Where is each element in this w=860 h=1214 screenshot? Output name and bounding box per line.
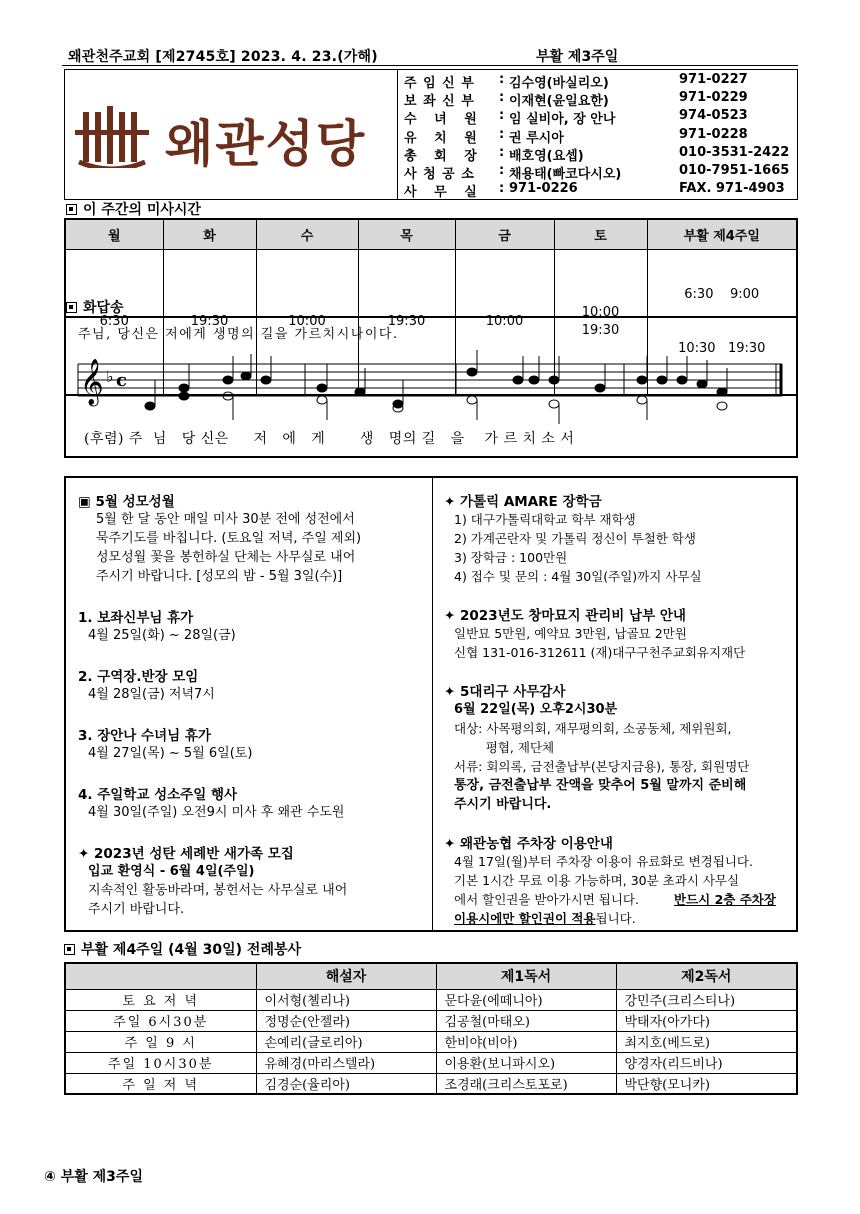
contact-colon: : xyxy=(499,181,505,197)
notice-subtitle: 6월 22일(목) 오후2시30분 xyxy=(454,702,618,717)
contact-phone: 010-3531-2422 xyxy=(679,144,790,160)
notice-item xyxy=(78,842,424,919)
mass-time: 10:00 xyxy=(455,249,554,395)
contact-name: 971-0226 xyxy=(509,181,578,197)
server-name: 손예리(글로리아) xyxy=(256,1031,436,1052)
contact-colon: : xyxy=(499,90,505,106)
mass-time: 19:30 xyxy=(163,249,256,395)
notice-line: 4) 접수 및 문의 : 4월 30일(주일)까지 사무실 xyxy=(454,569,702,584)
mass-slot: 주일 6시30분 xyxy=(65,1010,256,1031)
server-name: 조경래(크리스토포로) xyxy=(436,1073,616,1094)
mass-time: 6:30 xyxy=(65,249,163,395)
table-row xyxy=(65,1052,797,1073)
notice-line: 에서 할인권을 받아가시면 됩니다. xyxy=(454,892,639,907)
contact-name: 임 실비아, 장 안나 xyxy=(509,112,616,128)
contact-phone: 971-0228 xyxy=(679,126,748,142)
server-name: 한비야(비아) xyxy=(436,1031,616,1052)
server-name: 이서형(쳴리나) xyxy=(256,989,436,1010)
notice-line: 대상: 사목평의회, 재무평의회, 소공동체, 제위원회, xyxy=(454,721,732,736)
contact-name: 권 루시아 xyxy=(509,130,564,146)
notice-line: 4월 25일(화) ~ 28일(금) xyxy=(88,628,236,643)
contact-name: 김수영(바실리오) xyxy=(509,76,609,91)
psalm-lyrics: (후렴) 주 님 당 신은 저 에 게 생 명의 길 을 가 르 치 소 서 xyxy=(84,431,575,447)
bulletin-issue: 왜관천주교회 [제2745호] 2023. 4. 23.(가해) xyxy=(68,49,378,65)
notice-item xyxy=(78,490,424,586)
psalm-refrain-text: 주님, 당신은 저에게 생명의 길을 가르치시나이다. xyxy=(78,327,399,342)
notice-title: ✦ 가톨릭 AMARE 장학금 xyxy=(444,494,602,510)
contact-phone: 010-7951-1665 xyxy=(679,163,790,178)
contact-colon: : xyxy=(499,108,505,124)
notice-tail: 됩니다. xyxy=(595,911,636,926)
common-time-icon: c xyxy=(116,370,127,391)
table-row xyxy=(65,1073,797,1094)
contact-phone: 971-0229 xyxy=(679,90,748,106)
notice-item xyxy=(444,832,796,928)
notice-line: 4월 27일(목) ~ 5월 6일(토) xyxy=(88,746,253,761)
contact-colon: : xyxy=(499,163,505,178)
notice-line: 일반묘 5만원, 예약묘 3만원, 납골묘 2만원 xyxy=(454,626,687,641)
contact-role: 유 치 원 xyxy=(404,130,478,146)
server-name: 김경순(율리아) xyxy=(256,1073,436,1094)
square-bullet-icon xyxy=(66,302,77,313)
contact-row xyxy=(404,163,799,181)
notice-item xyxy=(444,604,796,662)
notice-title: ✦ 2023년도 창마묘지 관리비 납부 안내 xyxy=(444,608,686,624)
notice-line: 성모성월 꽃을 봉헌하실 단체는 사무실로 내어 xyxy=(96,550,356,565)
contact-row xyxy=(404,145,799,163)
mass-slot: 주 일 9 시 xyxy=(65,1031,256,1052)
contact-role: 총 회 장 xyxy=(404,148,478,164)
flat-sign-icon: ♭ xyxy=(106,367,114,386)
server-name: 문다윤(에떼니아) xyxy=(436,989,616,1010)
notice-line: 1) 대구가톨릭대학교 학부 재학생 xyxy=(454,512,636,527)
contact-row xyxy=(404,181,799,199)
server-name: 강민주(크리스티나) xyxy=(616,989,797,1010)
notice-emphasis: 반드시 2층 주차장 xyxy=(674,892,776,907)
notice-item xyxy=(444,490,796,586)
notice-title: 3. 장안나 수녀님 휴가 xyxy=(78,728,211,744)
server-name: 박태자(아가다) xyxy=(616,1010,797,1031)
column-divider xyxy=(432,478,433,930)
mass-time: 19:30 xyxy=(358,249,455,395)
page-footer: ④ 부활 제3주일 xyxy=(44,1169,143,1185)
church-logo-icon xyxy=(75,106,155,168)
notice-item xyxy=(444,680,796,814)
notice-line: 평협, 제단체 xyxy=(454,740,555,755)
serving-header: 제2독서 xyxy=(616,963,797,989)
notice-title: ✦ 5대리구 사무감사 xyxy=(444,684,566,700)
notice-title: 4. 주일학교 성소주일 행사 xyxy=(78,787,238,803)
server-name: 최지호(베드로) xyxy=(616,1031,797,1052)
notice-line: 기본 1시간 무료 이용 가능하며, 30분 초과시 사무실 xyxy=(454,873,740,888)
serving-section-title: 부활 제4주일 (4월 30일) 전례봉사 xyxy=(64,939,301,959)
contact-phone: 974-0523 xyxy=(679,108,748,124)
notice-title: 1. 보좌신부님 휴가 xyxy=(78,610,194,626)
notice-line: 4월 28일(금) 저녁7시 xyxy=(88,687,215,702)
contact-row xyxy=(404,72,799,90)
mass-slot: 주일 10시30분 xyxy=(65,1052,256,1073)
notice-item xyxy=(78,724,424,763)
serving-header: 제1독서 xyxy=(436,963,616,989)
square-bullet-icon xyxy=(66,204,77,215)
notice-emphasis-line: 통장, 금전출납부 잔액을 맞추어 5월 말까지 준비해 xyxy=(454,778,747,793)
mass-header: 토 xyxy=(554,219,647,249)
table-row xyxy=(65,1010,797,1031)
mass-slot: 토 요 저 녁 xyxy=(65,989,256,1010)
notice-line: 5월 한 달 동안 매일 미사 30분 전에 성전에서 xyxy=(96,512,355,527)
table-row xyxy=(65,989,797,1010)
contact-role: 주 임 신 부 xyxy=(404,76,475,91)
contact-name: 이재현(윤일요한) xyxy=(509,94,609,110)
notice-item xyxy=(78,783,424,822)
psalm-section-title: 화답송 xyxy=(66,297,124,317)
contact-phone: FAX. 971-4903 xyxy=(679,181,785,197)
server-name: 김공철(마태오) xyxy=(436,1010,616,1031)
notice-title: ▣ 5월 성모성월 xyxy=(78,494,175,510)
logo-box xyxy=(64,69,398,200)
notice-line: 지속적인 활동바라며, 봉헌서는 사무실로 내어 xyxy=(88,883,348,898)
notice-item xyxy=(78,606,424,645)
server-name: 이용환(보니파시오) xyxy=(436,1052,616,1073)
notice-line: 주시기 바랍니다. [성모의 밤 - 5월 3일(수)] xyxy=(96,569,343,584)
server-name: 양경자(리드비나) xyxy=(616,1052,797,1073)
notice-line: 3) 장학금 : 100만원 xyxy=(454,550,568,565)
mass-time: 10:00 xyxy=(256,249,358,395)
logo-text: 왜관성당 xyxy=(165,115,367,173)
mass-section-title: 이 주간의 미사시간 xyxy=(66,199,201,219)
notice-line: 4월 17일(월)부터 주차장 이용이 유료화로 변경됩니다. xyxy=(454,854,753,869)
server-name: 유혜경(마리스텔라) xyxy=(256,1052,436,1073)
mass-header: 목 xyxy=(358,219,455,249)
contact-name: 배호영(요셉) xyxy=(509,148,584,164)
serving-header xyxy=(65,963,256,989)
mass-header: 금 xyxy=(455,219,554,249)
server-name: 정명순(안젤라) xyxy=(256,1010,436,1031)
contacts-box xyxy=(398,69,798,200)
serving-header: 해설자 xyxy=(256,963,436,989)
mass-time-saturday: 10:00 19:30 xyxy=(554,249,647,395)
notice-subtitle: 입교 환영식 - 6월 4일(주일) xyxy=(88,864,255,879)
notice-title: ✦ 2023년 성탄 세례반 새가족 모집 xyxy=(78,846,294,862)
notice-line: 2) 가계곤란자 및 가톨릭 정신이 투철한 학생 xyxy=(454,531,696,546)
serving-table xyxy=(64,962,798,1095)
contact-colon: : xyxy=(499,126,505,142)
contact-row xyxy=(404,108,799,126)
notice-title: 2. 구역장.반장 모임 xyxy=(78,669,199,685)
mass-header: 수 xyxy=(256,219,358,249)
notice-line: 묵주기도를 바칩니다. (토요일 저녁, 주일 제외) xyxy=(96,531,362,546)
contact-colon: : xyxy=(499,144,505,160)
mass-header: 화 xyxy=(163,219,256,249)
contact-row xyxy=(404,90,799,108)
square-bullet-icon xyxy=(64,944,75,955)
notice-item xyxy=(78,665,424,704)
notice-line: 주시기 바랍니다. xyxy=(88,902,185,917)
notice-line: 서류: 회의록, 금전출납부(본당지금용), 통장, 회원명단 xyxy=(454,759,750,774)
contact-colon: : xyxy=(499,72,505,87)
notice-line: 4월 30일(주일) 오전9시 미사 후 왜관 수도원 xyxy=(88,805,345,820)
contact-row xyxy=(404,127,799,145)
notices-box xyxy=(64,476,798,932)
mass-time-sunday: 6:30 9:00 10:30 19:30 xyxy=(647,249,797,395)
mass-header: 월 xyxy=(65,219,163,249)
notice-line: 신협 131-016-312611 (재)대구구천주교회유지재단 xyxy=(454,645,746,660)
liturgical-day: 부활 제3주일 xyxy=(536,49,619,65)
contact-role: 수 녀 원 xyxy=(404,112,478,128)
contact-name: 채용태(빠코다시오) xyxy=(509,167,622,182)
notice-title: ✦ 왜관농협 주차장 이용안내 xyxy=(444,836,613,852)
server-name: 박단향(모니카) xyxy=(616,1073,797,1094)
music-staff xyxy=(70,350,790,430)
treble-clef-icon: 𝄞 xyxy=(80,359,104,405)
notice-emphasis: 이용시에만 할인권이 적용 xyxy=(454,911,596,926)
mass-slot: 주 일 저 녁 xyxy=(65,1073,256,1094)
contact-phone: 971-0227 xyxy=(679,72,748,87)
table-row xyxy=(65,1031,797,1052)
notice-emphasis-line: 주시기 바랍니다. xyxy=(454,797,552,812)
contact-role: 사 청 공 소 xyxy=(404,167,475,182)
contact-role: 사 무 실 xyxy=(404,185,478,201)
mass-header: 부활 제4주일 xyxy=(647,219,797,249)
contact-role: 보 좌 신 부 xyxy=(404,94,475,110)
